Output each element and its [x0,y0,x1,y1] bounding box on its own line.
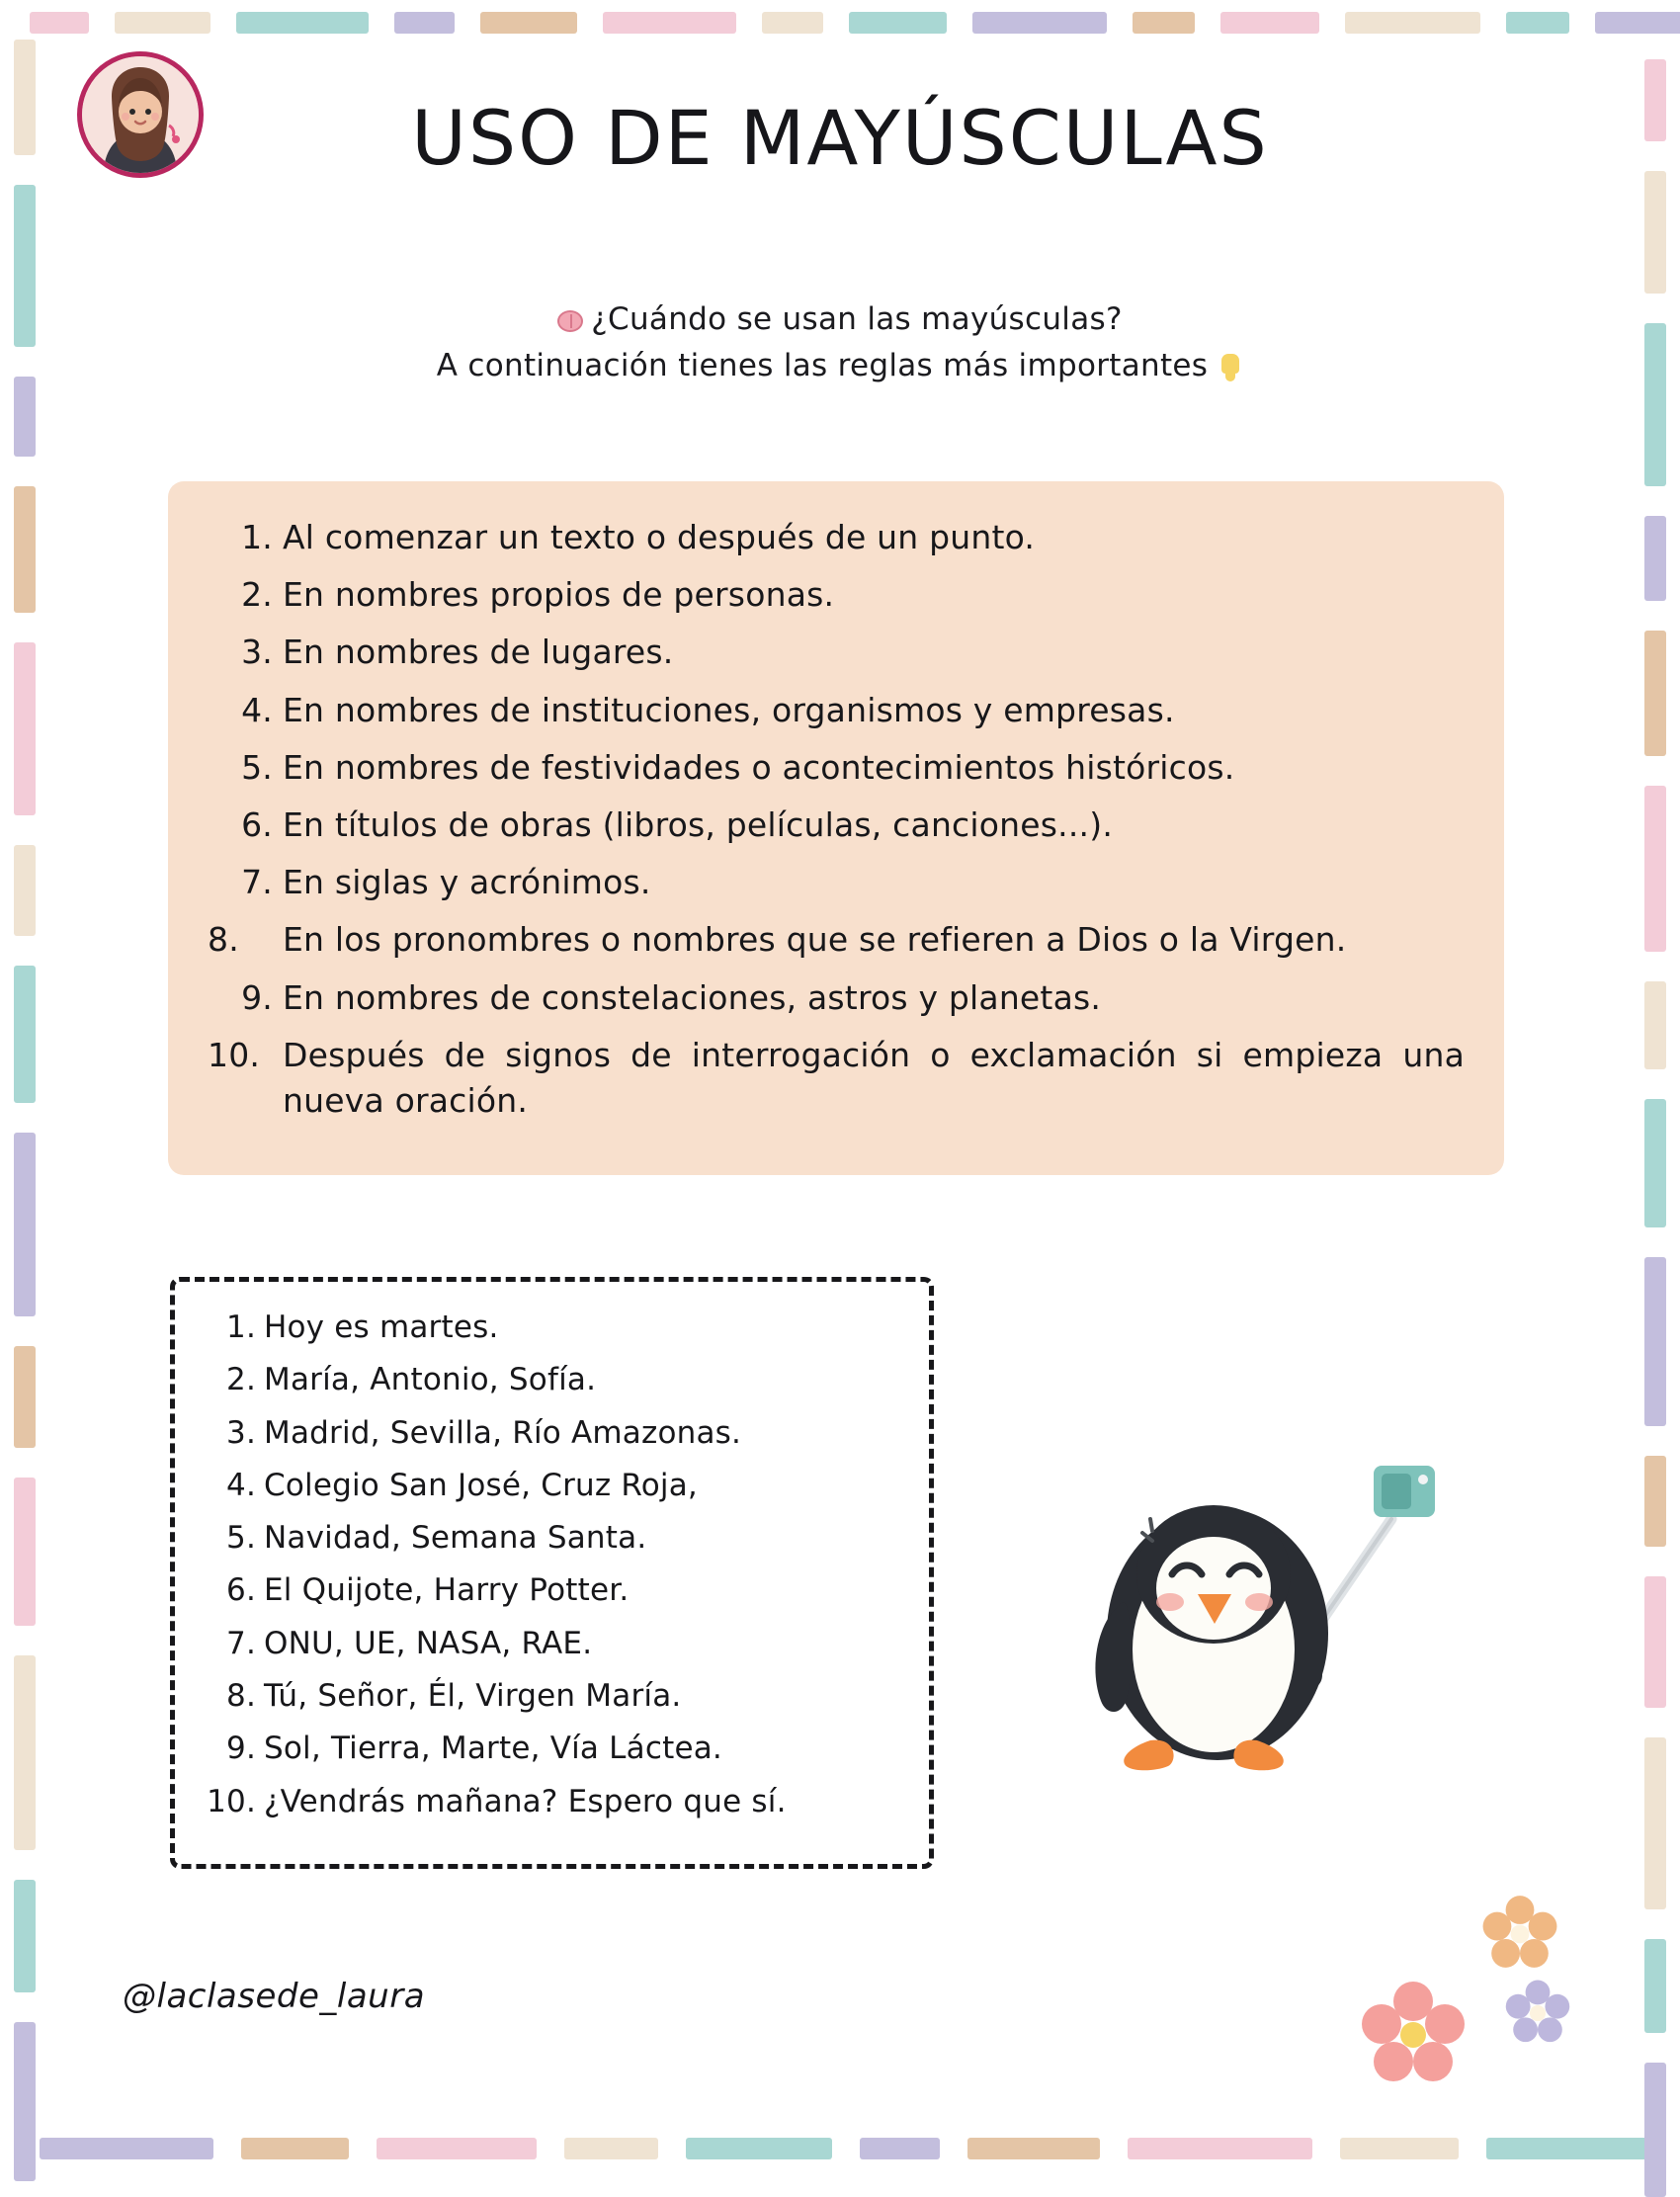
border-block [1345,12,1480,34]
border-block [849,12,947,34]
border-block [1644,2063,1666,2197]
border-block [14,1346,36,1448]
border-block [40,2138,213,2159]
border-block [762,12,823,34]
border-block [241,2138,349,2159]
rule-item: En nombres de constelaciones, astros y planetas. [283,977,1102,1017]
border-block [1486,2138,1657,2159]
rule-item: En nombres de instituciones, organismos y empresas. [283,690,1175,729]
border-block [14,845,36,936]
border-block [14,966,36,1103]
rule-item: Al comenzar un texto o después de un punto. [283,518,1036,556]
subtitle [0,296,1680,389]
border-block [394,12,455,34]
border-block [1595,12,1680,34]
border-block [14,1655,36,1850]
border-block [1506,12,1569,34]
border-block [1644,1737,1666,1909]
point-down-icon [1218,354,1243,381]
flower-decoration-icon [1344,1847,1640,2104]
example-item: Hoy es martes. [264,1310,499,1345]
subtitle-line-2: A continuación tienes las reglas más importantes [436,348,1209,384]
border-block [1644,1456,1666,1547]
subtitle-line-1: ¿Cuándo se usan las mayúsculas? [591,301,1123,337]
rule-item: En nombres propios de personas. [283,575,835,615]
border-block [14,642,36,815]
border-block [14,486,36,613]
rule-item: En nombres de festividades o acontecimientos históricos. [283,747,1235,787]
page-title: USO DE MAYÚSCULAS [411,94,1269,182]
border-block [1644,981,1666,1069]
example-item: Madrid, Sevilla, Río Amazonas. [264,1414,742,1451]
author-handle: @laclasede_laura [123,1977,426,2016]
border-block [480,12,577,34]
rule-item: En siglas y acrónimos. [283,863,651,902]
rule-item: En los pronombres o nombres que se refieren a Dios o la Virgen. [283,920,1347,960]
rule-item: Después de signos de interrogación o exclamación si empieza una nueva oración. [283,1035,1465,1120]
border-block [967,2138,1100,2159]
example-item: Tú, Señor, Él, Virgen María. [264,1678,682,1715]
border-block [1644,516,1666,601]
penguin-selfie-icon [1048,1408,1463,1823]
examples-panel [170,1277,934,1869]
border-block [1644,1939,1666,2033]
examples-list [199,1308,899,1821]
example-item: Sol, Tierra, Marte, Vía Láctea. [264,1731,722,1767]
example-item: ONU, UE, NASA, RAE. [264,1625,593,1661]
border-block [1644,171,1666,294]
border-block [1340,2138,1459,2159]
border-block [1644,1257,1666,1426]
rule-item: En nombres de lugares. [283,633,674,672]
border-block [1220,12,1319,34]
example-item: ¿Vendrás mañana? Espero que sí. [264,1783,787,1819]
example-item: Navidad, Semana Santa. [264,1520,647,1557]
brain-icon [557,310,583,332]
border-block [1644,631,1666,756]
border-block [1128,2138,1312,2159]
rules-list [208,515,1465,1124]
example-item: María, Antonio, Sofía. [264,1362,597,1398]
border-block [1133,12,1195,34]
example-item: El Quijote, Harry Potter. [264,1572,630,1609]
border-block [30,12,89,34]
border-block [564,2138,658,2159]
border-block [1644,1099,1666,1227]
rule-item: En títulos de obras (libros, películas, canciones...). [283,804,1114,844]
border-block [14,1880,36,1992]
border-block [377,2138,537,2159]
border-block [115,12,210,34]
example-item: Colegio San José, Cruz Roja, [264,1467,698,1503]
border-block [603,12,736,34]
border-block [860,2138,940,2159]
border-block [14,2022,36,2181]
rules-panel [168,481,1504,1175]
border-block [1644,1576,1666,1708]
border-block [236,12,369,34]
border-block [972,12,1107,34]
border-block [686,2138,832,2159]
border-block [14,1478,36,1626]
border-block [14,1133,36,1316]
border-block [1644,786,1666,952]
